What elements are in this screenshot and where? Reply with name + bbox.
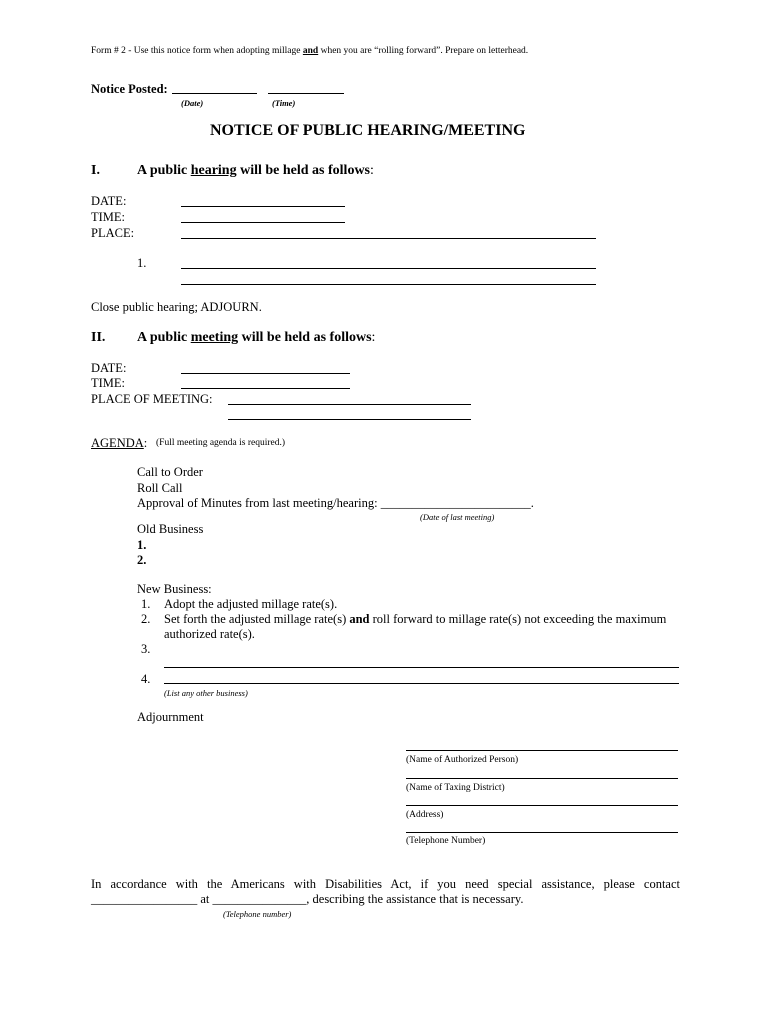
section2-number: II.	[91, 330, 106, 345]
agenda-old-business: Old Business	[137, 522, 204, 536]
ada-notice-line1: In accordance with the Americans with Disabilities Act, if you need special assistance, please contact	[91, 877, 680, 891]
section1-time-label: TIME:	[91, 210, 126, 224]
agenda-roll-call: Roll Call	[137, 481, 183, 495]
telephone-caption: (Telephone Number)	[406, 836, 486, 846]
agenda-approval-minutes: Approval of Minutes from last meeting/hearing: ________________________.	[137, 496, 534, 510]
section2-place-line[interactable]	[228, 404, 471, 405]
section2-time-line[interactable]	[181, 388, 350, 389]
section1-item1-number: 1.	[137, 256, 147, 270]
section2-place-line2[interactable]	[228, 419, 471, 420]
new-business-item-1: Adopt the adjusted millage rate(s).	[164, 597, 338, 611]
section1-item1-line2[interactable]	[181, 284, 596, 285]
new-business-item-3-line[interactable]	[164, 667, 679, 668]
old-business-item-1: 1.	[137, 538, 147, 552]
agenda-adjournment: Adjournment	[137, 710, 204, 724]
telephone-line[interactable]	[406, 832, 678, 833]
section1-place-line[interactable]	[181, 238, 596, 239]
new-business-item-4-number: 4.	[141, 672, 151, 686]
old-business-item-2: 2.	[137, 553, 147, 567]
section2-heading: A public meeting will be held as follows:	[137, 330, 376, 345]
section1-item1-line[interactable]	[181, 268, 596, 269]
new-business-item-1-number: 1.	[141, 597, 151, 611]
list-business-caption: (List any other business)	[164, 688, 248, 698]
section2-time-label: TIME:	[91, 376, 126, 390]
section1-date-line[interactable]	[181, 206, 345, 207]
taxing-district-line[interactable]	[406, 778, 678, 779]
section2-date-line[interactable]	[181, 373, 350, 374]
notice-time-line[interactable]	[268, 93, 344, 94]
authorized-person-caption: (Name of Authorized Person)	[406, 755, 519, 765]
agenda-call-to-order: Call to Order	[137, 465, 203, 479]
new-business-item-3-number: 3.	[141, 642, 151, 656]
new-business-item-2-number: 2.	[141, 612, 151, 626]
address-caption: (Address)	[406, 810, 444, 820]
section1-place-label: PLACE:	[91, 226, 135, 240]
section2-place-label: PLACE OF MEETING:	[91, 392, 213, 406]
ada-notice-line2: _________________ at _______________, describing the assistance that is necessary.	[91, 892, 524, 906]
section1-time-line[interactable]	[181, 222, 345, 223]
address-line[interactable]	[406, 805, 678, 806]
authorized-person-line[interactable]	[406, 750, 678, 751]
page-title: NOTICE OF PUBLIC HEARING/MEETING	[210, 122, 526, 139]
ada-telephone-caption: (Telephone number)	[223, 909, 292, 919]
agenda-label: AGENDA:	[91, 436, 148, 450]
new-business-item-4-line[interactable]	[164, 683, 679, 684]
approval-date-caption: (Date of last meeting)	[420, 512, 495, 522]
agenda-note: (Full meeting agenda is required.)	[156, 438, 286, 448]
section2-date-label: DATE:	[91, 361, 127, 375]
notice-time-caption: (Time)	[272, 98, 296, 108]
new-business-item-2-cont: authorized rate(s).	[164, 627, 255, 641]
section1-heading: A public hearing will be held as follows:	[137, 163, 374, 178]
section1-date-label: DATE:	[91, 194, 127, 208]
notice-date-line[interactable]	[172, 93, 257, 94]
notice-date-caption: (Date)	[181, 98, 204, 108]
notice-posted-label: Notice Posted:	[91, 82, 168, 96]
form-instruction: Form # 2 - Use this notice form when adopting millage and when you are “rolling forward”. Prepare on letterhead.	[91, 46, 529, 56]
section1-number: I.	[91, 163, 100, 178]
close-hearing-text: Close public hearing; ADJOURN.	[91, 300, 262, 314]
agenda-new-business: New Business:	[137, 582, 212, 596]
taxing-district-caption: (Name of Taxing District)	[406, 783, 505, 793]
new-business-item-2: Set forth the adjusted millage rate(s) and roll forward to millage rate(s) not exceeding the maximum	[164, 612, 667, 626]
